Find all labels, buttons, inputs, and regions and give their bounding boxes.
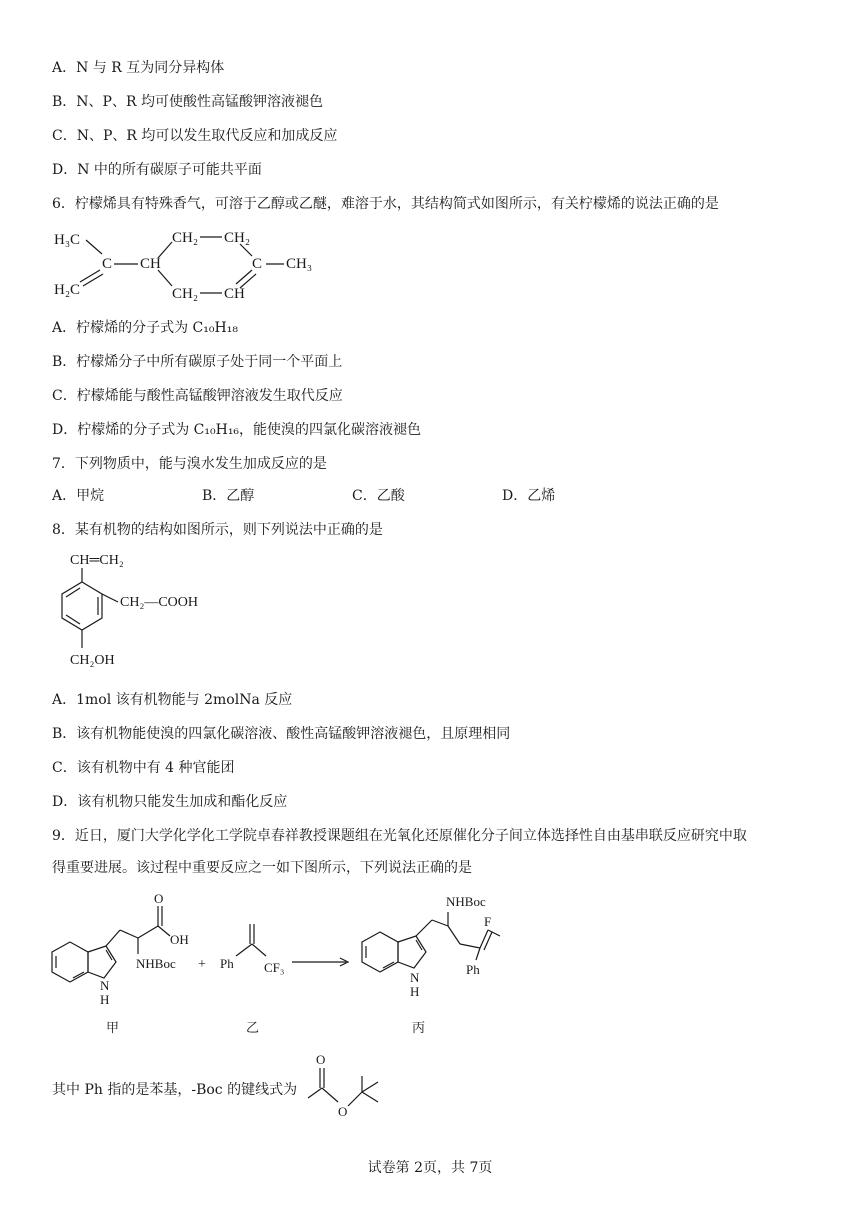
q6-stem: 6．柠檬烯具有特殊香气，可溶于乙醇或乙醚，难溶于水，其结构简式如图所示，有关柠檬烯的说法正确的是 bbox=[52, 196, 719, 212]
q9-stem-line1: 9．近日，厦门大学化学化工学院卓春祥教授课题组在光氧化还原催化分子间立体选择性自由基串联反应研究中取 bbox=[52, 828, 747, 844]
jia-oh: OH bbox=[170, 932, 189, 947]
label-ch2-bot: CH₂ bbox=[172, 286, 199, 302]
q6-option-a: A．柠檬烯的分子式为 C₁₀H₁₈ bbox=[52, 320, 238, 336]
q9-stem-line2: 得重要进展。该过程中重要反应之一如下图所示，下列说法正确的是 bbox=[52, 860, 472, 876]
q8-option-b: B．该有机物能使溴的四氯化碳溶液、酸性高锰酸钾溶液褪色，且原理相同 bbox=[52, 726, 511, 742]
q9-reaction-scheme bbox=[40, 890, 520, 1040]
label-vinyl: CH═CH₂ bbox=[70, 553, 124, 568]
compound-yi bbox=[220, 924, 284, 1035]
bing-f: F bbox=[484, 914, 492, 929]
yi-ph: Ph bbox=[220, 956, 234, 971]
jia-nhboc: NHBoc bbox=[136, 956, 176, 971]
bing-ph: Ph bbox=[466, 962, 480, 977]
q8-option-d: D．该有机物只能发生加成和酯化反应 bbox=[52, 794, 288, 810]
label-ch: CH bbox=[140, 256, 161, 272]
bing-n: N bbox=[410, 970, 420, 985]
compound-bing bbox=[362, 894, 500, 1035]
jia-o: O bbox=[154, 891, 164, 906]
page-footer: 试卷第 2页，共 7页 bbox=[367, 1160, 493, 1176]
q5-option-a: A．N 与 R 互为同分异构体 bbox=[52, 60, 225, 76]
limonene-structure bbox=[52, 222, 342, 312]
q7-option-a: A．甲烷 bbox=[52, 488, 105, 504]
compound-jia bbox=[52, 891, 189, 1035]
bing-h: H bbox=[410, 984, 420, 999]
plus-sign: + bbox=[198, 957, 206, 972]
q5-option-b: B．N、P、R 均可使酸性高锰酸钾溶液褪色 bbox=[52, 94, 323, 110]
q5-option-d: D．N 中的所有碳原子可能共平面 bbox=[52, 162, 262, 178]
q7-option-b: B．乙醇 bbox=[202, 488, 255, 504]
q8-option-a: A．1mol 该有机物能与 2molNa 反应 bbox=[52, 692, 293, 708]
q8-option-c: C．该有机物中有 4 种官能团 bbox=[52, 760, 235, 776]
label-ch2oh: CH₂OH bbox=[70, 653, 115, 668]
q7-stem: 7．下列物质中，能与溴水发生加成反应的是 bbox=[52, 456, 327, 472]
q8-structure bbox=[52, 548, 272, 678]
boc-o-top: O bbox=[316, 1052, 326, 1067]
label-bing: 丙 bbox=[412, 1020, 426, 1035]
label-ch2-top-b: CH₂ bbox=[224, 230, 251, 246]
q5-option-c: C．N、P、R 均可以发生取代反应和加成反应 bbox=[52, 128, 338, 144]
yi-cf3: CF₃ bbox=[264, 960, 285, 975]
label-c1: C bbox=[102, 256, 113, 272]
label-yi: 乙 bbox=[246, 1020, 260, 1035]
boc-o-mid: O bbox=[338, 1104, 348, 1119]
q6-option-b: B．柠檬烯分子中所有碳原子处于同一个平面上 bbox=[52, 354, 343, 370]
q6-option-d: D．柠檬烯的分子式为 C₁₀H₁₆，能使溴的四氯化碳溶液褪色 bbox=[52, 422, 422, 438]
label-side-chain: CH₂—COOH bbox=[120, 595, 198, 610]
label-jia: 甲 bbox=[106, 1020, 120, 1035]
jia-n: N bbox=[100, 978, 110, 993]
q9-note: 其中 Ph 指的是苯基，-Boc 的键线式为 bbox=[52, 1082, 298, 1098]
label-ch2-top-a: CH₂ bbox=[172, 230, 199, 246]
label-h2c: H₂C bbox=[54, 282, 81, 298]
jia-h: H bbox=[100, 992, 110, 1007]
label-ch-bot: CH bbox=[224, 286, 245, 302]
q7-options bbox=[52, 486, 752, 506]
q7-option-c: C．乙酸 bbox=[352, 488, 405, 504]
boc-structure bbox=[298, 1050, 388, 1122]
q6-option-c: C．柠檬烯能与酸性高锰酸钾溶液发生取代反应 bbox=[52, 388, 343, 404]
bing-nhboc: NHBoc bbox=[446, 894, 486, 909]
label-h3c: H₃C bbox=[54, 232, 81, 248]
label-c2: C bbox=[252, 256, 263, 272]
q7-option-d: D．乙烯 bbox=[502, 488, 556, 504]
q8-stem: 8．某有机物的结构如图所示，则下列说法中正确的是 bbox=[52, 522, 383, 538]
label-ch3: CH₃ bbox=[286, 256, 313, 272]
